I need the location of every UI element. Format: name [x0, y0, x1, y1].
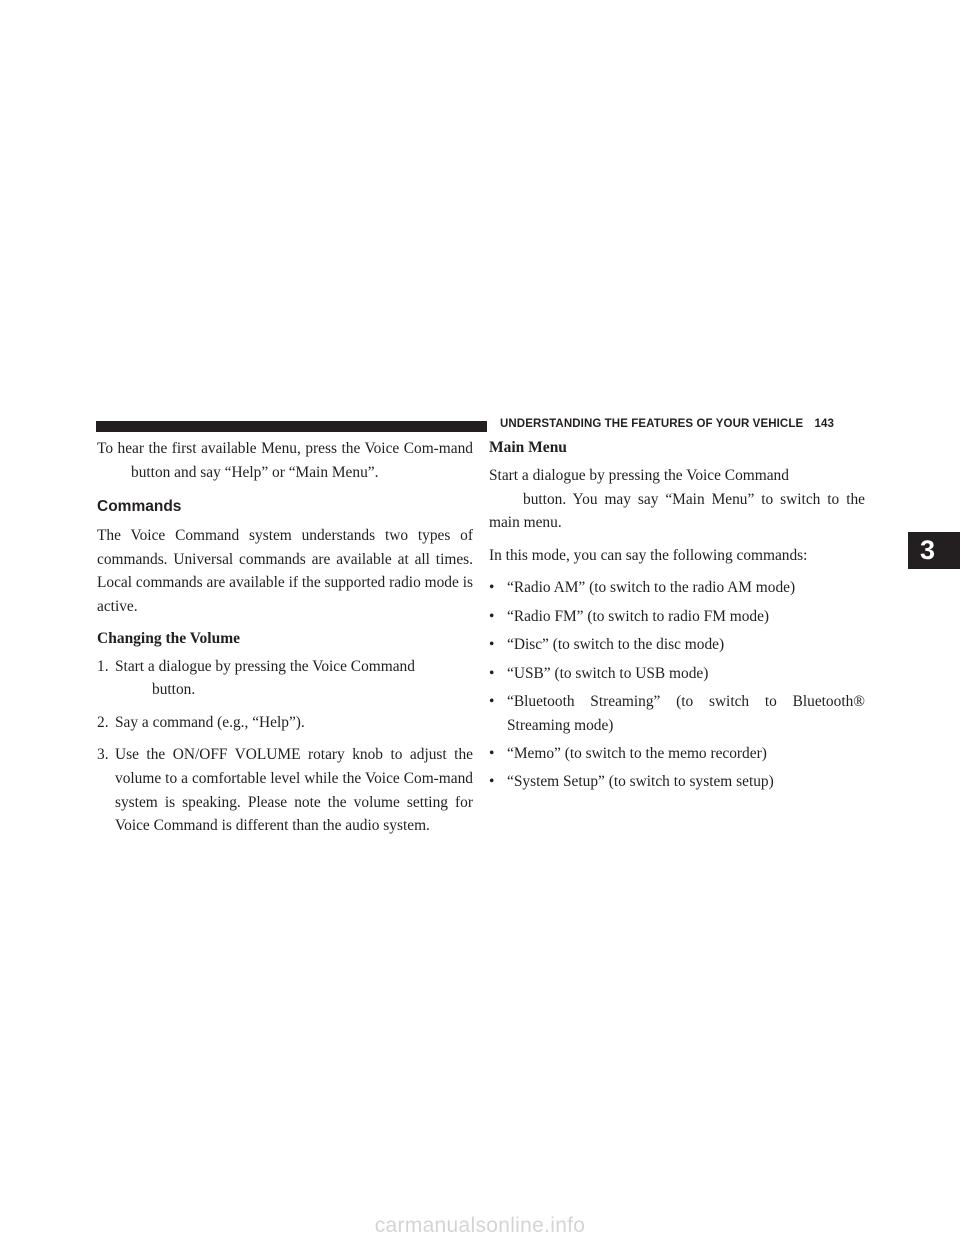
list-item: • “Memo” (to switch to the memo recorder) [489, 744, 767, 762]
commands-heading: Commands [97, 498, 182, 516]
list-item: • “Radio FM” (to switch to radio FM mode) [489, 607, 770, 625]
commands-paragraph: The Voice Command system understands two types of commands. Universal commands are available at all times. Local commands are available if the supported radio mode is active. [97, 527, 473, 615]
section-title: UNDERSTANDING THE FEATURES OF YOUR VEHICLE [500, 418, 804, 430]
running-header [500, 418, 870, 430]
volume-heading: Changing the Volume [97, 629, 240, 647]
chapter-tab: 3 [908, 532, 960, 569]
list-item: • “Bluetooth Streaming” (to switch to Bluetooth® Streaming mode) [489, 692, 865, 734]
list-item: • “Disc” (to switch to the disc mode) [489, 636, 725, 654]
list-item: • “System Setup” (to switch to system setup) [489, 773, 774, 791]
intro-paragraph: To hear the first available Menu, press the Voice Com-mandbutton and say “Help” or “Main Menu”. [97, 440, 473, 481]
list-item: • “Radio AM” (to switch to the radio AM mode) [489, 579, 796, 597]
page-number: 143 [814, 418, 835, 430]
header-rule [96, 421, 487, 432]
list-item: • “USB” (to switch to USB mode) [489, 664, 709, 682]
main-menu-heading: Main Menu [489, 439, 567, 456]
step-item: 3. Use the ON/OFF VOLUME rotary knob to adjust the volume to a comfortable level while the Voice Com-mand system is speaking. Please note the volume setting for Voice Command is different than the audio system. [97, 746, 473, 835]
mode-intro: In this mode, you can say the following commands: [489, 546, 808, 564]
left-column [97, 437, 473, 847]
command-list [489, 576, 865, 794]
watermark: carmanualsonline.info [374, 1214, 586, 1237]
step-item: 2. Say a command (e.g., “Help”). [97, 713, 305, 731]
main-menu-paragraph: Start a dialogue by pressing the Voice Command button. You may say “Main Menu” to switch to the main menu. [489, 467, 865, 532]
right-column [489, 437, 865, 799]
step-item: 1. Start a dialogue by pressing the Voice Command button. [97, 657, 415, 699]
